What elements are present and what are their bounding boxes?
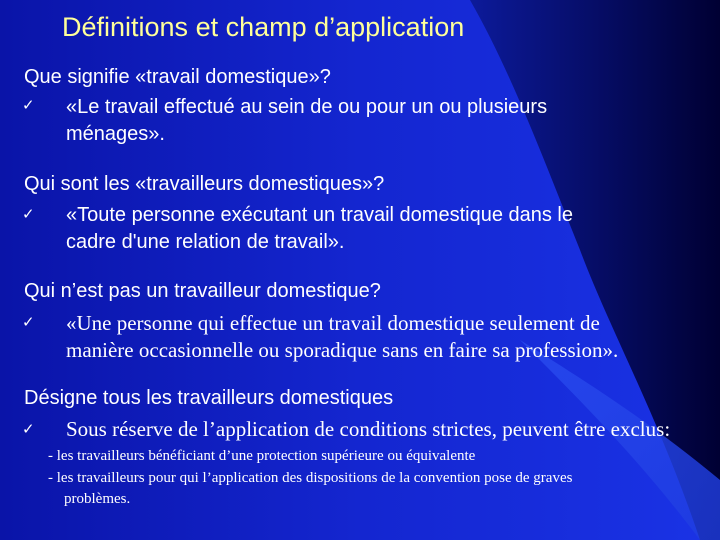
- exclusion-item-1: - les travailleurs bénéficiant d’une protection supérieure ou équivalente: [48, 448, 476, 464]
- answer-3-line-2: manière occasionnelle ou sporadique sans en faire sa profession».: [66, 338, 619, 362]
- answer-1: [66, 94, 547, 148]
- answer-3-line-1: «Une personne qui effectue un travail domestique seulement de: [66, 311, 600, 335]
- answer-4: [66, 416, 670, 443]
- answer-4-line-1: Sous réserve de l’application de conditions strictes, peuvent être exclus:: [66, 417, 671, 441]
- check-icon: ✓: [22, 313, 35, 331]
- answer-2-line-1: «Toute personne exécutant un travail domestique dans le: [66, 204, 574, 226]
- question-3: Qui n’est pas un travailleur domestique?: [24, 280, 381, 302]
- question-2: Qui sont les «travailleurs domestiques»?: [24, 173, 385, 195]
- exclusion-item-2-continued: problèmes.: [64, 491, 131, 507]
- question-1: Que signifie «travail domestique»?: [24, 66, 331, 88]
- answer-1-line-1: «Le travail effectué au sein de ou pour un ou plusieurs: [66, 96, 548, 118]
- answer-2-line-2: cadre d'une relation de travail».: [66, 231, 345, 253]
- check-icon: ✓: [22, 205, 35, 223]
- question-4: Désigne tous les travailleurs domestiques: [24, 387, 394, 409]
- answer-1-line-2: ménages».: [66, 123, 165, 145]
- exclusion-item-2: - les travailleurs pour qui l’application des dispositions de la convention pose de graves: [48, 470, 573, 486]
- answer-3: [66, 310, 618, 364]
- slide-title: Définitions et champ d’application: [62, 12, 465, 42]
- check-icon: ✓: [22, 96, 35, 114]
- check-icon: ✓: [22, 420, 35, 438]
- answer-2: [66, 202, 573, 256]
